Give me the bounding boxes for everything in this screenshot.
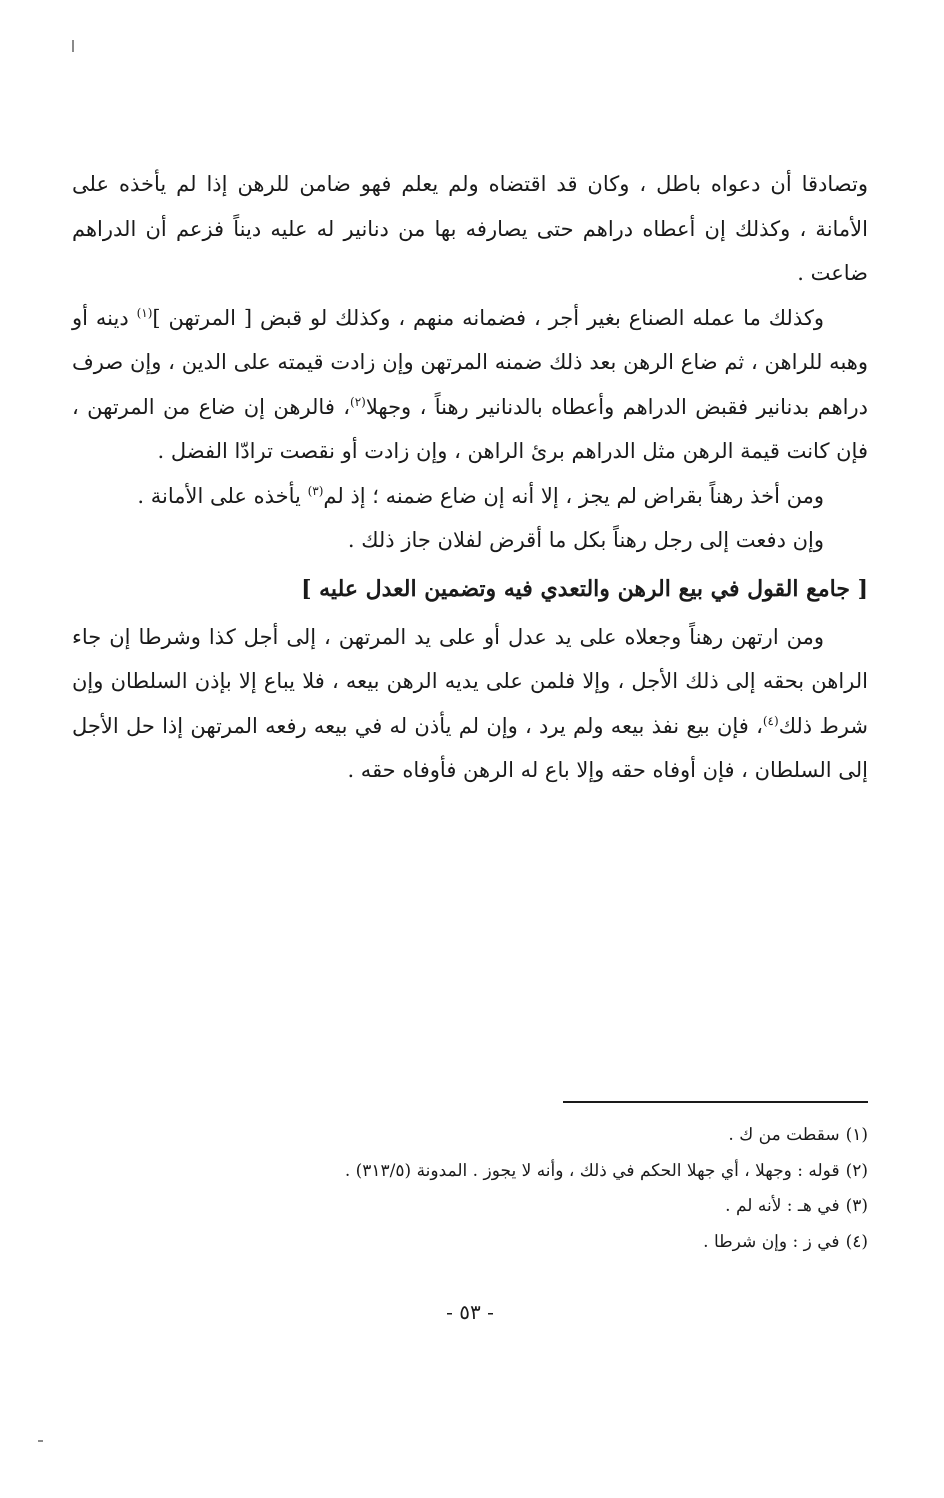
paragraph-text: يأخذه على الأمانة . — [137, 483, 308, 508]
footnote-item — [72, 1189, 868, 1225]
footnote-reference: (٤) — [762, 713, 779, 728]
footnote-reference: (٢) — [350, 394, 366, 409]
paragraph-text: دينه أو وهبه للراهن ، ثم ضاع الرهن بعد ذلك ضمنه المرتهن وإن زادت قيمته على الدين ، وإن صرف دراهم بدنانير فقبض الدراهم وأعطاه بالدنانير رهناً ، وجهلا — [72, 305, 869, 419]
paragraph-p1 — [72, 162, 868, 296]
footnote-separator — [563, 1101, 868, 1103]
footnote-text: قوله : وجهلا ، أي جهلا الحكم في ذلك ، وأنه لا يجوز . المدونة (٣١٣/٥) . — [344, 1160, 840, 1181]
footnote-number: (٣) — [845, 1196, 868, 1216]
footnote-item — [72, 1154, 868, 1190]
section-heading: [ جامع القول في بيع الرهن والتعدي فيه وتضمين العدل عليه ] — [301, 575, 868, 602]
footnotes-list — [72, 1118, 868, 1260]
paragraph-text: وإن دفعت إلى رجل رهناً بكل ما أقرض لفلان جاز ذلك . — [347, 528, 824, 552]
paragraph-text: ، فالرهن إن ضاع من المرتهن ، فإن كانت قيمة الرهن مثل الدراهم برئ الراهن ، وإن زادت أو نقصت ترادّا الفضل . — [72, 394, 868, 463]
footnote-number: (٤) — [845, 1231, 868, 1252]
paragraph-p5 — [72, 615, 868, 793]
paragraphs-after-heading — [72, 615, 868, 793]
paragraph-text: ومن أخذ رهناً بقراض لم يجز ، إلا أنه إن ضاع ضمنه ؛ إذ لم — [323, 483, 824, 508]
paragraph-text: ، فإن بيع نفذ بيعه ولم يرد ، وإن لم يأذن له في بيعه رفعه المرتهن إذا حل الأجل إلى السلطان ، فإن أوفاه حقه وإلا باع له الرهن فأوفاه حقه . — [72, 713, 868, 782]
paragraph-p4 — [72, 518, 868, 563]
paragraph-p2 — [72, 296, 868, 474]
footnote-number: (١) — [845, 1125, 868, 1145]
book-page — [72, 0, 868, 1498]
main-text — [72, 162, 868, 793]
footnote-number: (٢) — [845, 1160, 868, 1181]
paragraph-p3 — [72, 474, 868, 519]
page-number: - ٥٣ - — [446, 1300, 494, 1324]
footnote-text: في ز : وإن شرطا . — [703, 1231, 840, 1252]
scan-speck-bottom — [38, 1440, 43, 1442]
paragraph-text: وتصادقا أن دعواه باطل ، وكان قد اقتضاه ولم يعلم فهو ضامن للرهن إذا لم يأخذه على الأمانة ، وكذلك إن أعطاه دراهم حتى يصارفه بها من دنانير له عليه ديناً فزعم أن الدراهم ضاعت . — [72, 172, 868, 285]
footnote-text: في هـ : لأنه لم . — [725, 1196, 840, 1216]
footnote-reference: (١) — [136, 305, 153, 320]
footnote-reference: (٣) — [307, 483, 324, 498]
footnote-item — [72, 1118, 868, 1154]
paragraph-text: ومن ارتهن رهناً وجعلاه على يد عدل أو على يد المرتهن ، إلى أجل كذا وشرطا إن جاء الراهن بحقه إلى ذلك الأجل ، وإلا فلمن على يديه الرهن بيعه ، فلا يباع إلا بإذن السلطان وإن شرط ذلك — [72, 624, 868, 738]
footnote-item — [72, 1225, 868, 1261]
paragraph-text: وكذلك ما عمله الصناع بغير أجر ، فضمانه منهم ، وكذلك لو قبض [ المرتهن ] — [152, 305, 824, 330]
paragraphs-before-heading — [72, 162, 868, 563]
footnote-text: سقطت من ك . — [728, 1125, 840, 1145]
